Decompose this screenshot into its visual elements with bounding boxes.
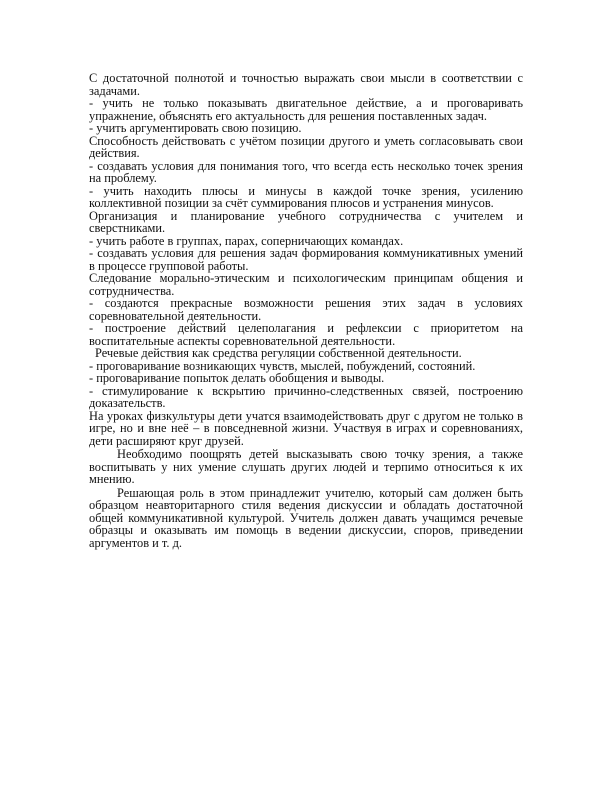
paragraph-item: - проговаривание попыток делать обобщения и выводы. — [89, 371, 385, 385]
paragraph-item: - проговаривание возникающих чувств, мыслей, побуждений, состояний. — [89, 358, 476, 373]
document-page — [89, 72, 523, 549]
paragraph-heading-3: Организация и планирование учебного сотрудничества с учителем и сверстниками. — [89, 208, 523, 235]
paragraph-item: - создаются прекрасные возможности решения этих задач в условиях соревновательной деятельности. — [89, 296, 523, 323]
paragraph-item: - учить не только показывать двигательное действие, а и проговаривать упражнение, объяснять его актуальность для решения поставленных задач. — [89, 96, 523, 123]
paragraph-body: На уроках физкультуры дети учатся взаимодействовать друг с другом не только в игре, но и вне неё – в повседневной жизни. Участвуя в играх и соревнованиях, дети расширяют круг друзей. — [89, 408, 523, 448]
paragraph-item: - стимулирование к вскрытию причинно-следственных связей, построению доказательств. — [89, 383, 523, 410]
paragraph-item: - учить находить плюсы и минусы в каждой точке зрения, усилению коллективной позиции за счёт суммирования плюсов и устранения минусов. — [89, 183, 523, 210]
paragraph-heading-2: Способность действовать с учётом позиции другого и уметь согласовывать свои действия. — [89, 133, 523, 160]
paragraph-item: - создавать условия для понимания того, что всегда есть несколько точек зрения на проблему. — [89, 158, 523, 185]
paragraph-heading-5: Речевые действия как средства регуляции собственной деятельности. — [95, 346, 462, 360]
paragraph-item: - построение действий целеполагания и рефлексии с приоритетом на воспитательные аспекты соревновательной деятельности. — [89, 321, 523, 348]
paragraph-heading-4: Следование морально-этическим и психологическим принципам общения и сотрудничества. — [89, 271, 523, 298]
paragraph-item: - создавать условия для решения задач формирования коммуникативных умений в процессе групповой работы. — [89, 246, 523, 273]
paragraph-body: Решающая роль в этом принадлежит учителю, который сам должен быть образцом неавторитарного стиля ведения дискуссии и обладать достаточной общей коммуникативной культурой. Учитель должен давать учащимся речевые образцы и оказывать им помощь в ведении дискуссии, споров, приведении аргументов и т. д. — [89, 485, 523, 550]
paragraph-item: - учить аргументировать свою позицию. — [89, 121, 302, 135]
paragraph-body: Необходимо поощрять детей высказывать свою точку зрения, а также воспитывать у них умение слушать других людей и терпимо относиться к их мнению. — [89, 447, 523, 486]
paragraph-heading-1: С достаточной полнотой и точностью выражать свои мысли в соответствии с задачами. — [89, 71, 523, 98]
paragraph-item: - учить работе в группах, парах, соперничающих командах. — [89, 233, 404, 248]
